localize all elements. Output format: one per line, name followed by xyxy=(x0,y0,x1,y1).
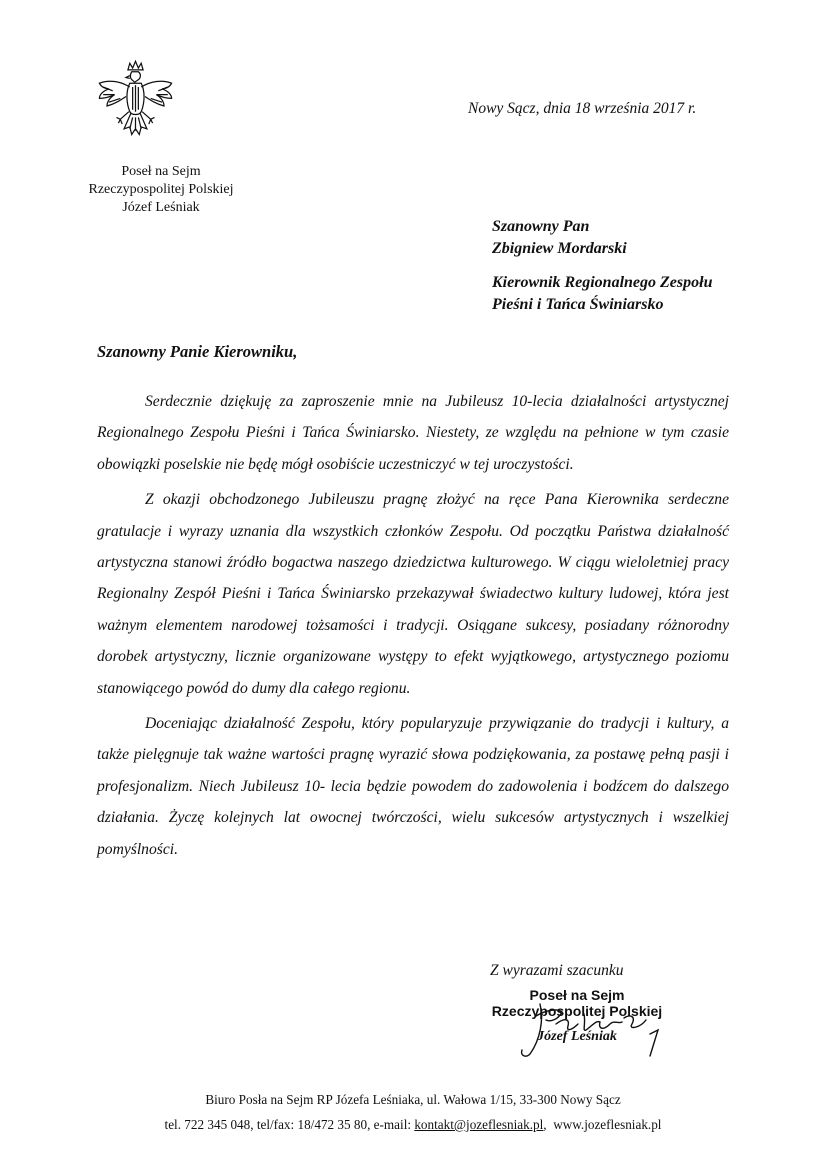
letter-body xyxy=(97,386,729,869)
sender-block xyxy=(86,163,236,217)
letter-footer xyxy=(0,1087,826,1137)
closing-phrase: Z wyrazami szacunku xyxy=(490,962,624,979)
recipient-block xyxy=(492,216,712,316)
recipient-title-line2: Pieśni i Tańca Świniarsko xyxy=(492,296,664,313)
handwritten-signature xyxy=(500,1000,670,1060)
sender-name: Józef Leśniak xyxy=(122,200,200,215)
stamp-office: Rzeczypospolitej Polskiej xyxy=(491,1003,663,1019)
recipient-name: Zbigniew Mordarski xyxy=(492,240,627,257)
footer-phone: tel. 722 345 048, tel/fax: 18/472 35 80, e-mail: xyxy=(164,1117,415,1132)
salutation: Szanowny Panie Kierowniku, xyxy=(97,342,298,361)
polish-eagle-emblem-icon xyxy=(88,58,183,154)
stamp-title: Poseł na Sejm xyxy=(529,987,625,1003)
recipient-greeting: Szanowny Pan xyxy=(492,218,590,235)
email-link[interactable]: kontakt@jozeflesniak.pl xyxy=(414,1117,544,1132)
place-date: Nowy Sącz, dnia 18 września 2017 r. xyxy=(468,100,697,117)
body-paragraph-1: Serdecznie dziękuję za zaproszenie mnie na Jubileusz 10-lecia działalności artystycznej Regionalnego Zespołu Pieśni i Tańca Świniarsko. Niestety, ze względu na pełnione w tym czasie obowiązki poselskie nie będę mógł osobiście uczestniczyć w tej uroczystości. xyxy=(97,393,729,473)
recipient-title-line1: Kierownik Regionalnego Zespołu xyxy=(492,274,713,291)
footer-contact xyxy=(0,1112,826,1137)
body-paragraph-3: Doceniając działalność Zespołu, który popularyzuje przywiązanie do tradycji i kultury, a także pielęgnuje tak ważne wartości pragnę wyrazić słowa podziękowania, za postawę pełną pasji i profesjonalizm. Niech Jubileusz 10- lecia będzie powodem do zadowolenia i bodźcem do dalszego działania. Życzę kolejnych lat owocnej twórczości, wielu sukcesów artystycznych i wszelkiej pomyślności. xyxy=(97,715,729,858)
body-paragraph-2: Z okazji obchodzonego Jubileuszu pragnę złożyć na ręce Pana Kierownika serdeczne gratulacje i wyrazy uznania dla wszystkich członków Zespołu. Od początku Państwa działalność artystyczna stanowi źródło bogactwa naszego dziedzictwa kulturowego. W ciągu wieloletniej pracy Regionalny Zespół Pieśni i Tańca Świniarsko przekazywał świadectwo kultury ludowej, która jest ważnym elementem narodowej tożsamości i tradycji. Osiągane sukcesy, posiadany różnorodny dorobek artystyczny, licznie organizowane występy to efekt wyjątkowego, artystycznego poziomu stanowiącego powód do dumy dla całego regionu. xyxy=(97,491,729,697)
sender-office: Rzeczypospolitej Polskiej xyxy=(88,182,234,197)
website-link[interactable]: www.jozeflesniak.pl xyxy=(553,1117,662,1132)
footer-separator: , xyxy=(543,1117,554,1132)
footer-address: Biuro Posła na Sejm RP Józefa Leśniaka, ul. Wałowa 1/15, 33-300 Nowy Sącz xyxy=(205,1092,621,1107)
sender-title: Poseł na Sejm xyxy=(121,164,201,179)
closing-block xyxy=(490,962,690,1044)
stamp-name: Józef Leśniak xyxy=(537,1029,617,1044)
